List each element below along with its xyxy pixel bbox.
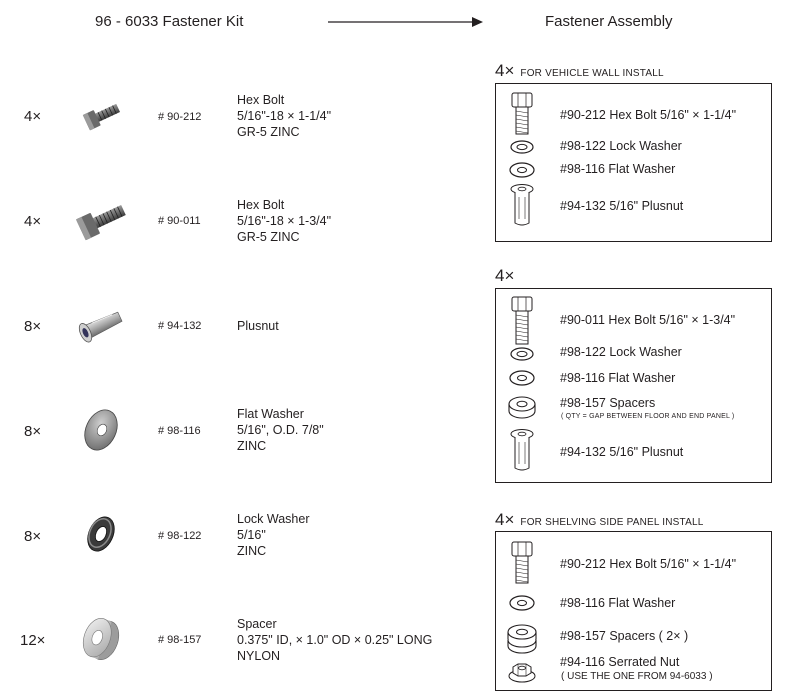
kit-qty: 4×: [24, 108, 42, 125]
arrow-right-icon: [328, 15, 484, 29]
spacer-icon: [78, 615, 124, 663]
lock-washer-icon: [509, 346, 535, 362]
lock-washer-icon: [80, 513, 122, 555]
kit-description: [237, 406, 324, 454]
kit-qty: 4×: [24, 213, 42, 230]
kit-qty: 8×: [24, 528, 42, 545]
desc-line: Flat Washer: [237, 407, 304, 421]
plusnut-upright-icon: [509, 428, 535, 474]
plusnut-upright-icon: [509, 183, 535, 229]
spacer-stack-icon: [506, 621, 538, 655]
kit-qty: 8×: [24, 318, 42, 335]
kit-part-number: # 98-157: [158, 634, 202, 646]
desc-line: GR-5 ZINC: [237, 230, 300, 244]
assembly-item-label: #98-122 Lock Washer: [560, 345, 682, 359]
hex-bolt-upright-icon: [510, 92, 534, 136]
assembly-header: [495, 510, 704, 530]
assembly-item-label: #98-116 Flat Washer: [560, 162, 676, 176]
assembly-item-note: ( USE THE ONE FROM 94-6033 ): [561, 671, 713, 682]
desc-line: 5/16"-18 × 1-1/4": [237, 109, 332, 123]
assembly-item-label: #90-212 Hex Bolt 5/16" × 1-1/4": [560, 557, 737, 571]
desc-line: Hex Bolt: [237, 198, 285, 212]
assembly-name: FOR SHELVING SIDE PANEL INSTALL: [520, 517, 704, 528]
desc-line: Spacer: [237, 617, 277, 631]
desc-line: ZINC: [237, 544, 267, 558]
kit-qty: 8×: [24, 423, 42, 440]
kit-part-number: # 94-132: [158, 320, 202, 332]
assembly-header: [495, 266, 520, 286]
plusnut-icon: [72, 306, 128, 346]
assembly-header: [495, 61, 664, 81]
assembly-item-label: #98-122 Lock Washer: [560, 139, 682, 153]
desc-line: 5/16"-18 × 1-3/4": [237, 214, 332, 228]
serrated-nut-icon: [507, 660, 537, 684]
assembly-item-label: #90-212 Hex Bolt 5/16" × 1-1/4": [560, 108, 737, 122]
desc-line: GR-5 ZINC: [237, 125, 300, 139]
kit-description: [237, 616, 432, 664]
hex-bolt-long-icon: [72, 199, 130, 243]
desc-line: Plusnut: [237, 319, 279, 333]
desc-line: ZINC: [237, 439, 267, 453]
kit-part-number: # 98-116: [158, 425, 201, 437]
desc-line: Hex Bolt: [237, 93, 285, 107]
assembly-item-note: ( QTY = GAP BETWEEN FLOOR AND END PANEL ): [561, 413, 735, 420]
assembly-item-label: #94-132 5/16" Plusnut: [560, 445, 684, 459]
kit-description: [237, 92, 331, 140]
flat-washer-icon: [508, 594, 536, 612]
flat-washer-icon: [508, 161, 536, 179]
lock-washer-icon: [509, 139, 535, 155]
kit-description: [237, 197, 331, 245]
assembly-name: FOR VEHICLE WALL INSTALL: [520, 68, 664, 79]
desc-line: 0.375" ID, × 1.0" OD × 0.25" LONG: [237, 633, 433, 647]
desc-line: NYLON: [237, 649, 281, 663]
assembly-item-label: #94-116 Serrated Nut: [560, 655, 680, 669]
kit-description: [237, 318, 279, 334]
assembly-item-label: #94-132 5/16" Plusnut: [560, 199, 684, 213]
kit-description: [237, 511, 309, 559]
desc-line: Lock Washer: [237, 512, 310, 526]
hex-bolt-upright-icon: [510, 541, 534, 585]
kit-part-number: # 98-122: [158, 530, 202, 542]
kit-qty: 12×: [20, 632, 46, 649]
assembly-qty: 4×: [495, 510, 515, 529]
hex-bolt-short-icon: [80, 99, 124, 133]
spacer-icon: [507, 394, 537, 422]
assembly-item-label: #90-011 Hex Bolt 5/16" × 1-3/4": [560, 313, 736, 327]
kit-part-number: # 90-212: [158, 111, 202, 123]
assembly-qty: 4×: [495, 266, 515, 285]
assembly-qty: 4×: [495, 61, 515, 80]
flat-washer-icon: [80, 406, 122, 454]
kit-title: 96 - 6033 Fastener Kit: [95, 13, 244, 30]
assembly-item-label: #98-116 Flat Washer: [560, 596, 676, 610]
desc-line: 5/16", O.D. 7/8": [237, 423, 324, 437]
desc-line: 5/16": [237, 528, 266, 542]
kit-part-number: # 90-011: [158, 215, 201, 227]
flat-washer-icon: [508, 369, 536, 387]
hex-bolt-upright-icon: [510, 296, 534, 346]
assembly-item-label: #98-157 Spacers ( 2× ): [560, 629, 689, 643]
assembly-title: Fastener Assembly: [545, 13, 673, 30]
assembly-item-label: #98-157 Spacers: [560, 396, 656, 410]
assembly-item-label: #98-116 Flat Washer: [560, 371, 676, 385]
